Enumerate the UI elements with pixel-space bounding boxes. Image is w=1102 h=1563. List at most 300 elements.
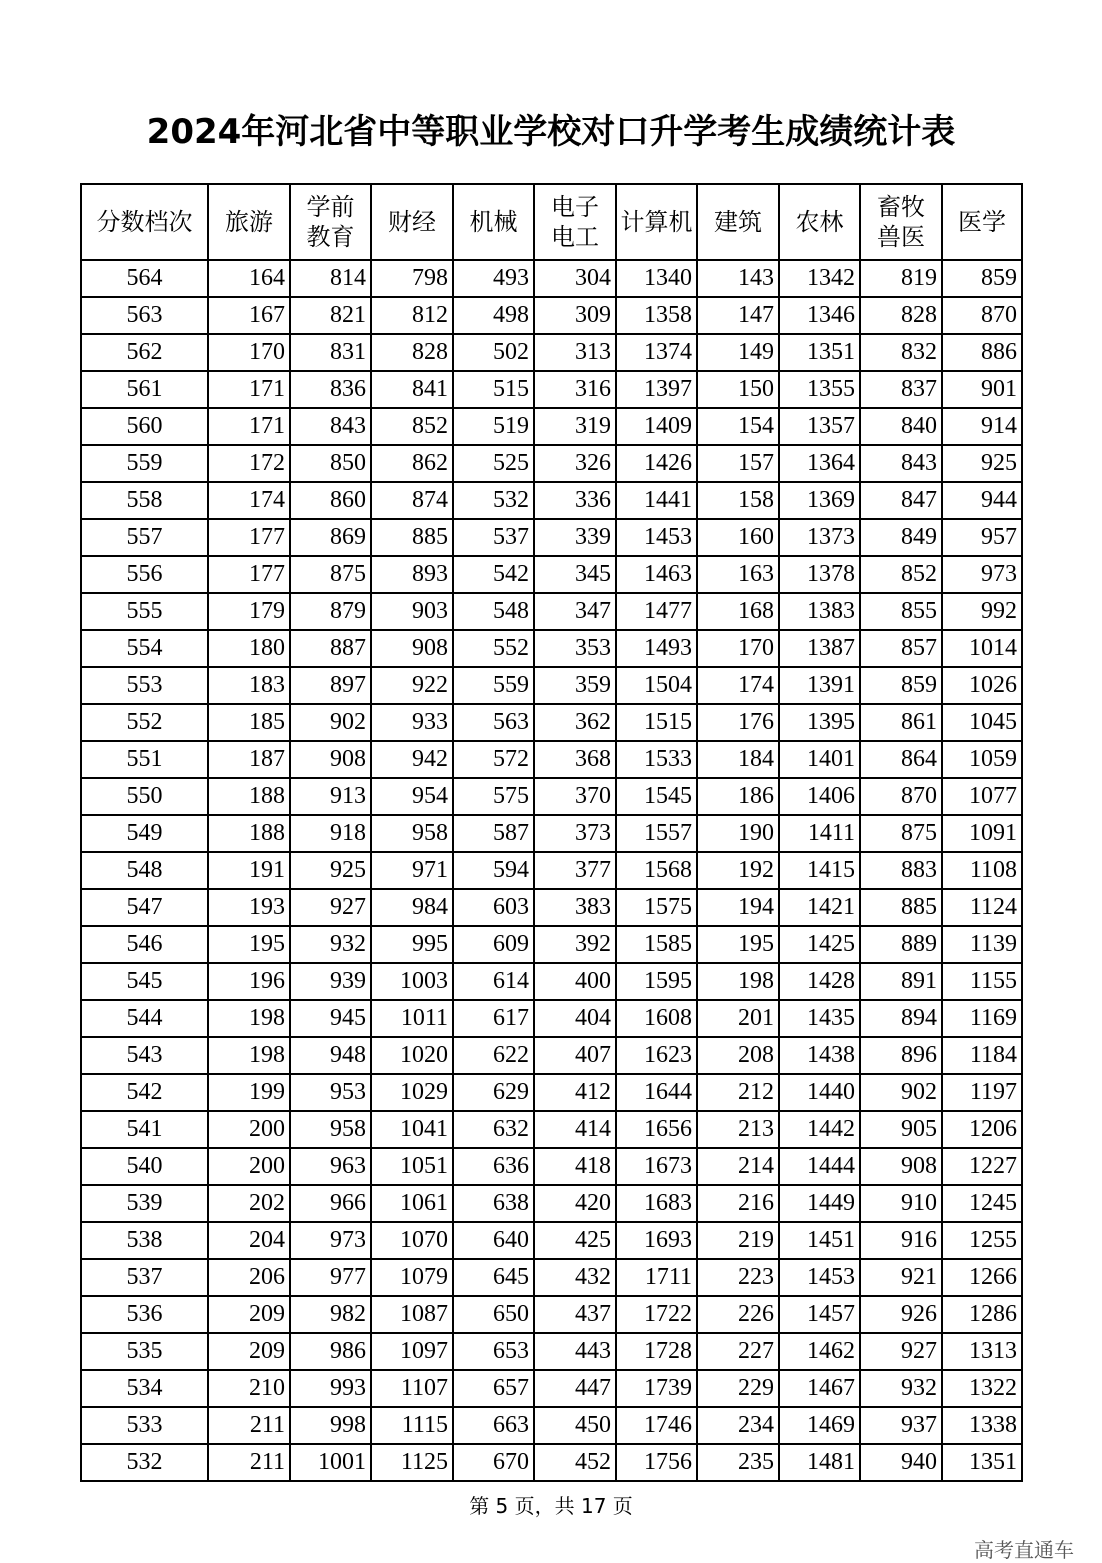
count-cell: 908: [290, 741, 371, 778]
count-cell: 1355: [779, 371, 860, 408]
count-cell: 897: [290, 667, 371, 704]
count-cell: 1364: [779, 445, 860, 482]
table-row: [81, 741, 1022, 778]
count-cell: 199: [208, 1074, 290, 1111]
column-header-line: 医学: [958, 208, 1006, 236]
table-row: [81, 1222, 1022, 1259]
count-cell: 552: [453, 630, 534, 667]
column-header: [616, 184, 697, 260]
count-cell: 1711: [616, 1259, 697, 1296]
count-cell: 201: [697, 1000, 779, 1037]
table-row: [81, 1111, 1022, 1148]
count-cell: 948: [290, 1037, 371, 1074]
count-cell: 812: [371, 297, 453, 334]
column-header: [942, 184, 1022, 260]
count-cell: 1441: [616, 482, 697, 519]
score-cell: 533: [81, 1407, 208, 1444]
count-cell: 1026: [942, 667, 1022, 704]
count-cell: 1091: [942, 815, 1022, 852]
count-cell: 174: [697, 667, 779, 704]
score-cell: 532: [81, 1444, 208, 1481]
table-row: [81, 963, 1022, 1000]
count-cell: 992: [942, 593, 1022, 630]
count-cell: 542: [453, 556, 534, 593]
score-cell: 536: [81, 1296, 208, 1333]
count-cell: 1493: [616, 630, 697, 667]
table-row: [81, 1296, 1022, 1333]
table-body: [81, 260, 1022, 1481]
count-cell: 966: [290, 1185, 371, 1222]
count-cell: 1169: [942, 1000, 1022, 1037]
count-cell: 798: [371, 260, 453, 297]
count-cell: 901: [942, 371, 1022, 408]
table-row: [81, 1037, 1022, 1074]
count-cell: 995: [371, 926, 453, 963]
count-cell: 190: [697, 815, 779, 852]
count-cell: 559: [453, 667, 534, 704]
count-cell: 963: [290, 1148, 371, 1185]
score-cell: 546: [81, 926, 208, 963]
count-cell: 1728: [616, 1333, 697, 1370]
count-cell: 1438: [779, 1037, 860, 1074]
count-cell: 353: [534, 630, 616, 667]
column-header-line: 建筑: [714, 208, 762, 236]
score-cell: 550: [81, 778, 208, 815]
score-cell: 552: [81, 704, 208, 741]
count-cell: 1059: [942, 741, 1022, 778]
column-header-line: 农林: [795, 208, 844, 236]
count-cell: 1373: [779, 519, 860, 556]
table-row: [81, 630, 1022, 667]
count-cell: 594: [453, 852, 534, 889]
column-header: [697, 184, 779, 260]
count-cell: 1462: [779, 1333, 860, 1370]
count-cell: 336: [534, 482, 616, 519]
count-cell: 198: [208, 1000, 290, 1037]
count-cell: 933: [371, 704, 453, 741]
count-cell: 1378: [779, 556, 860, 593]
count-cell: 1340: [616, 260, 697, 297]
count-cell: 187: [208, 741, 290, 778]
count-cell: 206: [208, 1259, 290, 1296]
count-cell: 1077: [942, 778, 1022, 815]
count-cell: 1415: [779, 852, 860, 889]
score-cell: 554: [81, 630, 208, 667]
count-cell: 548: [453, 593, 534, 630]
count-cell: 1656: [616, 1111, 697, 1148]
column-header-line: 计算机: [620, 208, 693, 236]
count-cell: 447: [534, 1370, 616, 1407]
count-cell: 638: [453, 1185, 534, 1222]
count-cell: 407: [534, 1037, 616, 1074]
count-cell: 977: [290, 1259, 371, 1296]
count-cell: 209: [208, 1296, 290, 1333]
count-cell: 1097: [371, 1333, 453, 1370]
count-cell: 157: [697, 445, 779, 482]
count-cell: 1003: [371, 963, 453, 1000]
count-cell: 1451: [779, 1222, 860, 1259]
count-cell: 194: [697, 889, 779, 926]
column-header: [208, 184, 290, 260]
count-cell: 1409: [616, 408, 697, 445]
score-cell: 548: [81, 852, 208, 889]
count-cell: 821: [290, 297, 371, 334]
count-cell: 525: [453, 445, 534, 482]
count-cell: 908: [860, 1148, 942, 1185]
count-cell: 852: [371, 408, 453, 445]
count-cell: 196: [208, 963, 290, 1000]
count-cell: 359: [534, 667, 616, 704]
score-cell: 559: [81, 445, 208, 482]
count-cell: 1693: [616, 1222, 697, 1259]
count-cell: 420: [534, 1185, 616, 1222]
count-cell: 1001: [290, 1444, 371, 1481]
count-cell: 860: [290, 482, 371, 519]
count-cell: 847: [860, 482, 942, 519]
count-cell: 1255: [942, 1222, 1022, 1259]
count-cell: 160: [697, 519, 779, 556]
table-row: [81, 1407, 1022, 1444]
count-cell: 645: [453, 1259, 534, 1296]
count-cell: 443: [534, 1333, 616, 1370]
count-cell: 1342: [779, 260, 860, 297]
count-cell: 663: [453, 1407, 534, 1444]
count-cell: 1644: [616, 1074, 697, 1111]
column-header-line: 兽医: [877, 223, 925, 251]
count-cell: 889: [860, 926, 942, 963]
score-cell: 538: [81, 1222, 208, 1259]
count-cell: 893: [371, 556, 453, 593]
page-footer: 第 5 页，共 17 页: [469, 1494, 633, 1518]
count-cell: 313: [534, 334, 616, 371]
score-cell: 534: [81, 1370, 208, 1407]
count-cell: 885: [371, 519, 453, 556]
count-cell: 870: [860, 778, 942, 815]
column-header-line: 教育: [306, 223, 355, 251]
count-cell: 942: [371, 741, 453, 778]
count-cell: 984: [371, 889, 453, 926]
table-row: [81, 926, 1022, 963]
column-header-line: 分数档次: [96, 208, 193, 236]
score-cell: 544: [81, 1000, 208, 1037]
score-cell: 560: [81, 408, 208, 445]
count-cell: 905: [860, 1111, 942, 1148]
count-cell: 154: [697, 408, 779, 445]
count-cell: 1322: [942, 1370, 1022, 1407]
table-row: [81, 1000, 1022, 1037]
column-header-line: 电子: [551, 193, 599, 221]
count-cell: 887: [290, 630, 371, 667]
count-cell: 1245: [942, 1185, 1022, 1222]
count-cell: 852: [860, 556, 942, 593]
count-cell: 1575: [616, 889, 697, 926]
count-cell: 971: [371, 852, 453, 889]
count-cell: 1608: [616, 1000, 697, 1037]
count-cell: 1155: [942, 963, 1022, 1000]
count-cell: 188: [208, 815, 290, 852]
count-cell: 902: [290, 704, 371, 741]
count-cell: 1739: [616, 1370, 697, 1407]
count-cell: 537: [453, 519, 534, 556]
count-cell: 843: [860, 445, 942, 482]
count-cell: 211: [208, 1407, 290, 1444]
count-cell: 954: [371, 778, 453, 815]
count-cell: 213: [697, 1111, 779, 1148]
count-cell: 891: [860, 963, 942, 1000]
count-cell: 171: [208, 371, 290, 408]
count-cell: 185: [208, 704, 290, 741]
count-cell: 870: [942, 297, 1022, 334]
count-cell: 1029: [371, 1074, 453, 1111]
count-cell: 864: [860, 741, 942, 778]
table-row: [81, 1444, 1022, 1481]
count-cell: 1568: [616, 852, 697, 889]
count-cell: 172: [208, 445, 290, 482]
count-cell: 1440: [779, 1074, 860, 1111]
count-cell: 164: [208, 260, 290, 297]
score-cell: 540: [81, 1148, 208, 1185]
count-cell: 1545: [616, 778, 697, 815]
count-cell: 188: [208, 778, 290, 815]
table-row: [81, 852, 1022, 889]
table-row: [81, 334, 1022, 371]
count-cell: 149: [697, 334, 779, 371]
count-cell: 908: [371, 630, 453, 667]
source-logo: 高考直通车: [974, 1538, 1074, 1562]
count-cell: 177: [208, 556, 290, 593]
score-cell: 562: [81, 334, 208, 371]
count-cell: 1453: [616, 519, 697, 556]
column-header-line: 学前: [306, 193, 355, 221]
header-row: [81, 184, 1022, 260]
count-cell: 1425: [779, 926, 860, 963]
count-cell: 1070: [371, 1222, 453, 1259]
count-cell: 921: [860, 1259, 942, 1296]
count-cell: 875: [860, 815, 942, 852]
count-cell: 1045: [942, 704, 1022, 741]
score-cell: 542: [81, 1074, 208, 1111]
count-cell: 1435: [779, 1000, 860, 1037]
count-cell: 186: [697, 778, 779, 815]
count-cell: 158: [697, 482, 779, 519]
count-cell: 191: [208, 852, 290, 889]
count-cell: 831: [290, 334, 371, 371]
count-cell: 640: [453, 1222, 534, 1259]
count-cell: 192: [697, 852, 779, 889]
count-cell: 670: [453, 1444, 534, 1481]
count-cell: 450: [534, 1407, 616, 1444]
count-cell: 862: [371, 445, 453, 482]
count-cell: 1387: [779, 630, 860, 667]
table-row: [81, 260, 1022, 297]
count-cell: 1041: [371, 1111, 453, 1148]
column-header: [81, 184, 208, 260]
count-cell: 1020: [371, 1037, 453, 1074]
count-cell: 184: [697, 741, 779, 778]
count-cell: 1585: [616, 926, 697, 963]
count-cell: 1673: [616, 1148, 697, 1185]
count-cell: 150: [697, 371, 779, 408]
count-cell: 636: [453, 1148, 534, 1185]
score-cell: 543: [81, 1037, 208, 1074]
count-cell: 532: [453, 482, 534, 519]
count-cell: 819: [860, 260, 942, 297]
count-cell: 1351: [942, 1444, 1022, 1481]
count-cell: 193: [208, 889, 290, 926]
count-cell: 998: [290, 1407, 371, 1444]
count-cell: 850: [290, 445, 371, 482]
count-cell: 1395: [779, 704, 860, 741]
count-cell: 1515: [616, 704, 697, 741]
table-row: [81, 556, 1022, 593]
count-cell: 1453: [779, 1259, 860, 1296]
count-cell: 1184: [942, 1037, 1022, 1074]
count-cell: 209: [208, 1333, 290, 1370]
count-cell: 875: [290, 556, 371, 593]
count-cell: 572: [453, 741, 534, 778]
count-cell: 828: [371, 334, 453, 371]
count-cell: 216: [697, 1185, 779, 1222]
count-cell: 879: [290, 593, 371, 630]
count-cell: 903: [371, 593, 453, 630]
count-cell: 1266: [942, 1259, 1022, 1296]
count-cell: 180: [208, 630, 290, 667]
count-cell: 1467: [779, 1370, 860, 1407]
count-cell: 316: [534, 371, 616, 408]
table-row: [81, 408, 1022, 445]
count-cell: 861: [860, 704, 942, 741]
count-cell: 1125: [371, 1444, 453, 1481]
score-cell: 558: [81, 482, 208, 519]
count-cell: 914: [942, 408, 1022, 445]
count-cell: 840: [860, 408, 942, 445]
count-cell: 609: [453, 926, 534, 963]
column-header: [860, 184, 942, 260]
score-cell: 535: [81, 1333, 208, 1370]
count-cell: 894: [860, 1000, 942, 1037]
table-row: [81, 704, 1022, 741]
count-cell: 183: [208, 667, 290, 704]
count-cell: 309: [534, 297, 616, 334]
count-cell: 828: [860, 297, 942, 334]
count-cell: 1397: [616, 371, 697, 408]
count-cell: 227: [697, 1333, 779, 1370]
count-cell: 855: [860, 593, 942, 630]
count-cell: 622: [453, 1037, 534, 1074]
count-cell: 859: [860, 667, 942, 704]
count-cell: 452: [534, 1444, 616, 1481]
count-cell: 1457: [779, 1296, 860, 1333]
count-cell: 650: [453, 1296, 534, 1333]
page-title: 2024年河北省中等职业学校对口升学考生成绩统计表: [146, 112, 956, 152]
count-cell: 202: [208, 1185, 290, 1222]
count-cell: 383: [534, 889, 616, 926]
count-cell: 932: [290, 926, 371, 963]
column-header: [534, 184, 616, 260]
count-cell: 1406: [779, 778, 860, 815]
count-cell: 575: [453, 778, 534, 815]
column-header: [779, 184, 860, 260]
count-cell: 223: [697, 1259, 779, 1296]
count-cell: 179: [208, 593, 290, 630]
count-cell: 916: [860, 1222, 942, 1259]
count-cell: 617: [453, 1000, 534, 1037]
count-cell: 958: [290, 1111, 371, 1148]
count-cell: 1351: [779, 334, 860, 371]
count-cell: 212: [697, 1074, 779, 1111]
count-cell: 1139: [942, 926, 1022, 963]
count-cell: 857: [860, 630, 942, 667]
count-cell: 1442: [779, 1111, 860, 1148]
count-cell: 859: [942, 260, 1022, 297]
count-cell: 1428: [779, 963, 860, 1000]
count-cell: 1011: [371, 1000, 453, 1037]
score-cell: 541: [81, 1111, 208, 1148]
count-cell: 603: [453, 889, 534, 926]
count-cell: 986: [290, 1333, 371, 1370]
table-header: [81, 184, 1022, 260]
count-cell: 1444: [779, 1148, 860, 1185]
count-cell: 339: [534, 519, 616, 556]
count-cell: 1533: [616, 741, 697, 778]
score-cell: 557: [81, 519, 208, 556]
count-cell: 174: [208, 482, 290, 519]
count-cell: 837: [860, 371, 942, 408]
count-cell: 1206: [942, 1111, 1022, 1148]
count-cell: 973: [942, 556, 1022, 593]
count-cell: 944: [942, 482, 1022, 519]
count-cell: 918: [290, 815, 371, 852]
count-cell: 177: [208, 519, 290, 556]
count-cell: 493: [453, 260, 534, 297]
count-cell: 874: [371, 482, 453, 519]
count-cell: 653: [453, 1333, 534, 1370]
count-cell: 1623: [616, 1037, 697, 1074]
count-cell: 1426: [616, 445, 697, 482]
count-cell: 1463: [616, 556, 697, 593]
table-row: [81, 482, 1022, 519]
count-cell: 229: [697, 1370, 779, 1407]
count-cell: 886: [942, 334, 1022, 371]
count-cell: 418: [534, 1148, 616, 1185]
count-cell: 414: [534, 1111, 616, 1148]
count-cell: 1051: [371, 1148, 453, 1185]
count-cell: 235: [697, 1444, 779, 1481]
count-cell: 1369: [779, 482, 860, 519]
count-cell: 373: [534, 815, 616, 852]
count-cell: 370: [534, 778, 616, 815]
score-cell: 539: [81, 1185, 208, 1222]
count-cell: 392: [534, 926, 616, 963]
count-cell: 1115: [371, 1407, 453, 1444]
score-cell: 563: [81, 297, 208, 334]
column-header-line: 电工: [551, 223, 599, 251]
table-row: [81, 667, 1022, 704]
column-header-line: 旅游: [225, 208, 273, 236]
count-cell: 993: [290, 1370, 371, 1407]
count-cell: 168: [697, 593, 779, 630]
count-cell: 167: [208, 297, 290, 334]
count-cell: 910: [860, 1185, 942, 1222]
count-cell: 869: [290, 519, 371, 556]
count-cell: 836: [290, 371, 371, 408]
count-cell: 902: [860, 1074, 942, 1111]
count-cell: 1449: [779, 1185, 860, 1222]
count-cell: 926: [860, 1296, 942, 1333]
count-cell: 195: [208, 926, 290, 963]
column-header: [290, 184, 371, 260]
count-cell: 937: [860, 1407, 942, 1444]
